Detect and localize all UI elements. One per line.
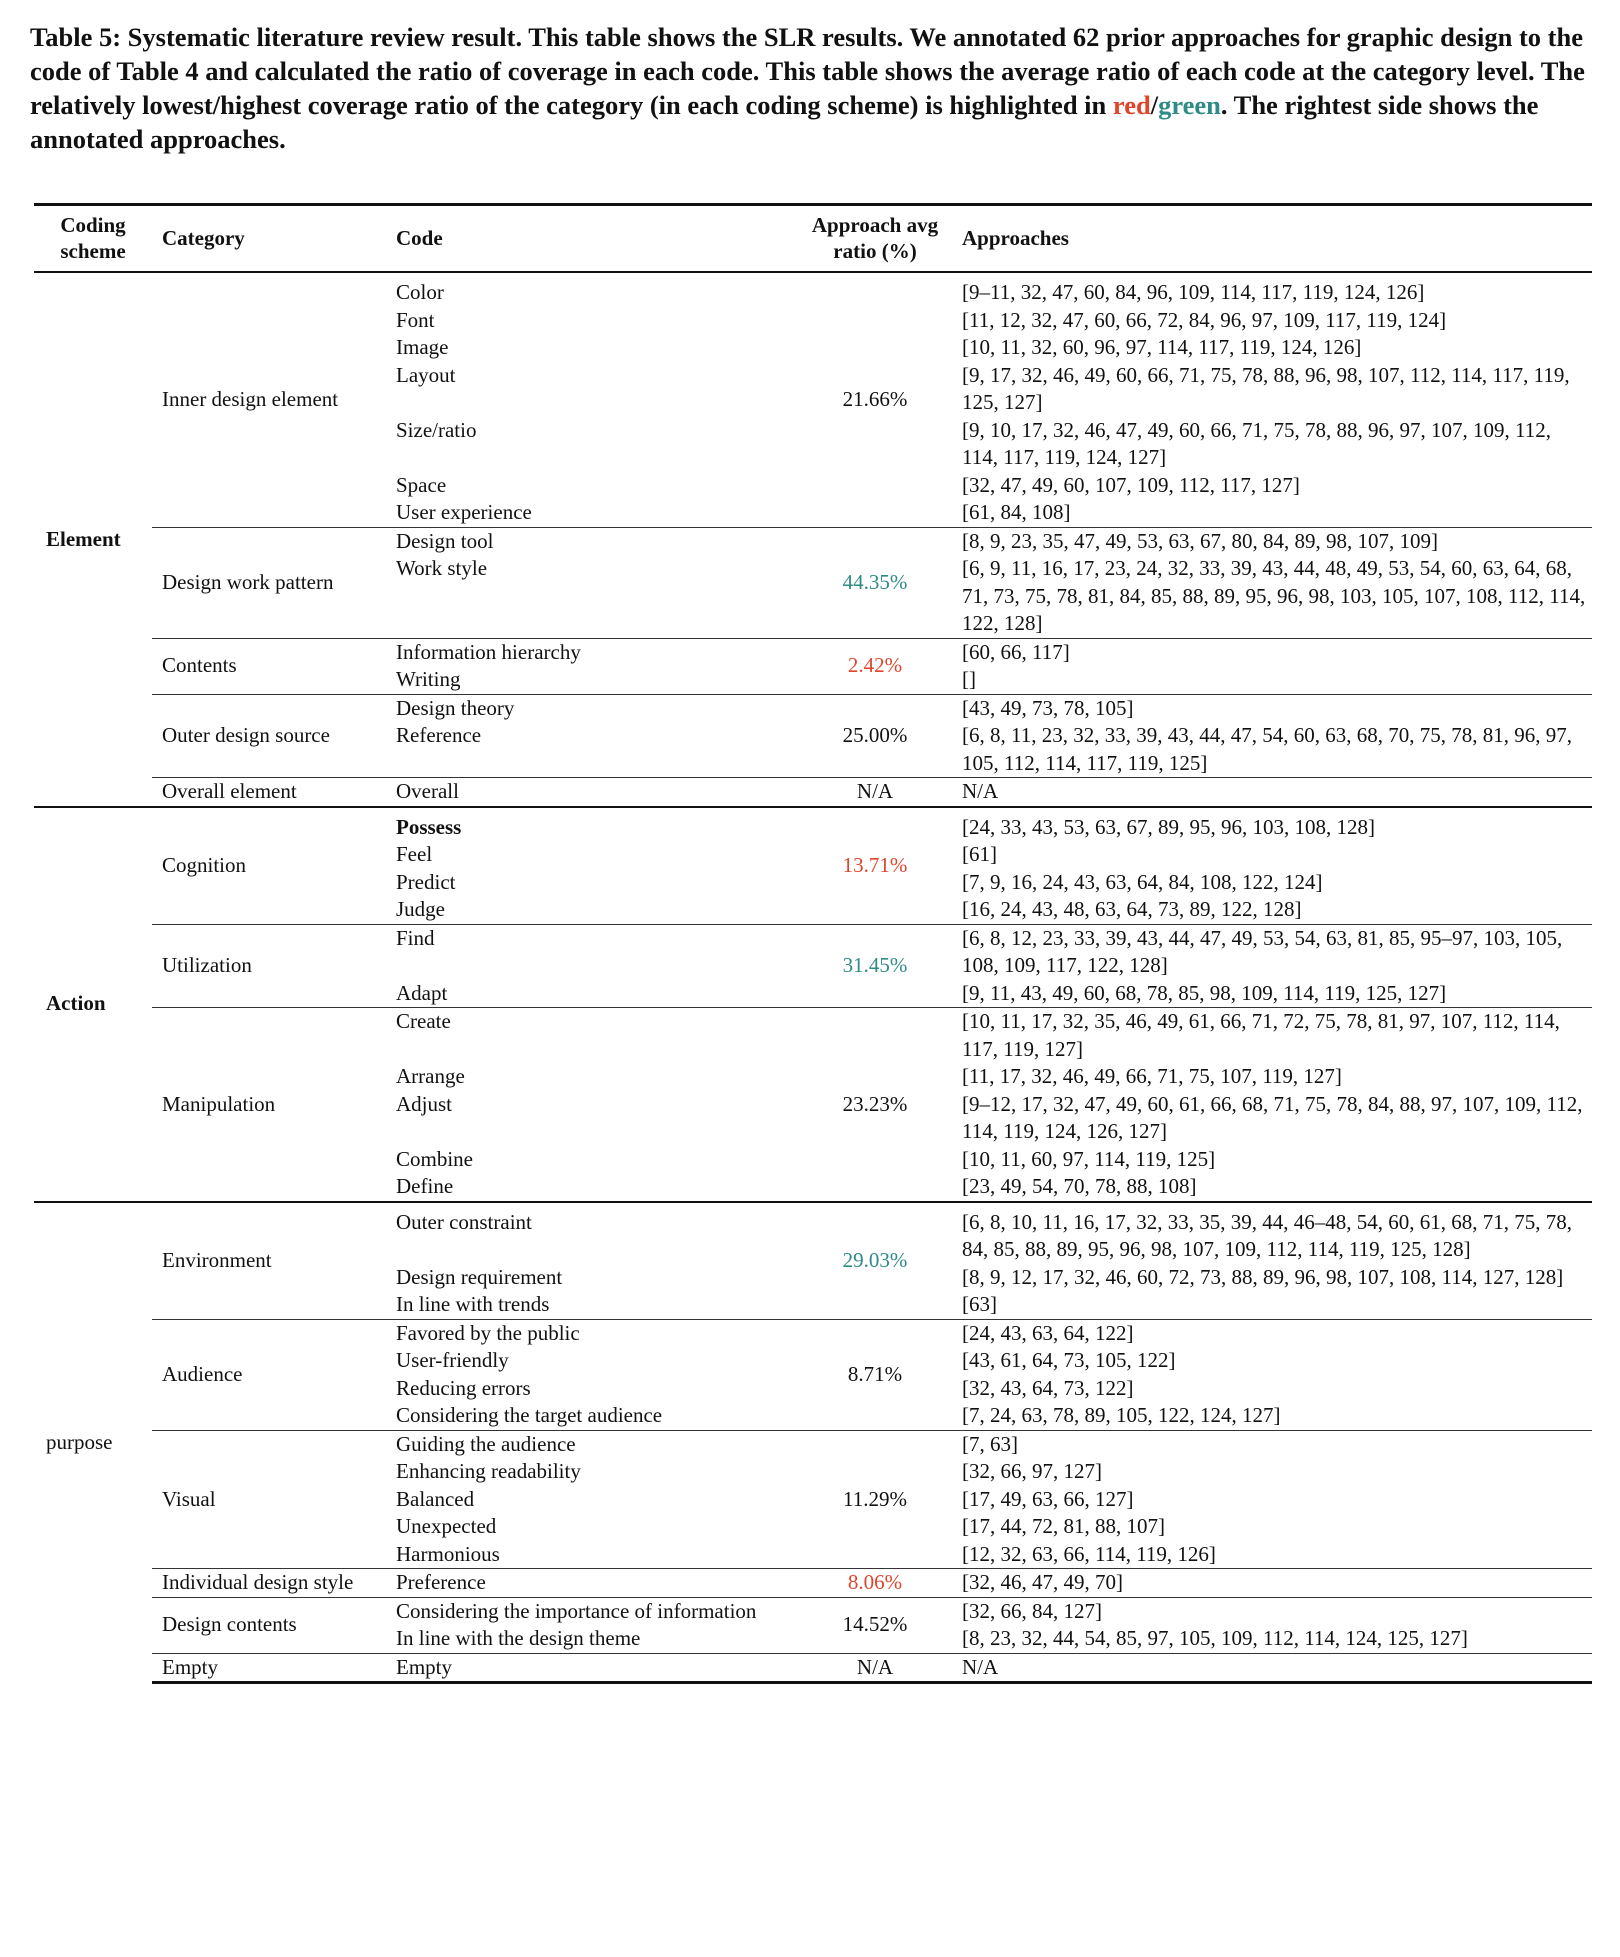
caption-green-word: green	[1158, 90, 1221, 120]
code-cell: Define	[396, 1174, 454, 1198]
approaches-cell: N/A	[952, 1653, 1592, 1683]
approaches-cell: [10, 11, 32, 60, 96, 97, 114, 117, 119, 124, 126]	[962, 335, 1362, 359]
table-row	[34, 1653, 1592, 1683]
code-cell: Font	[396, 307, 435, 332]
code-cell: Reference	[396, 723, 482, 747]
approaches-cell: [32, 66, 97, 127]	[962, 1459, 1102, 1483]
header-code: Code	[386, 205, 798, 273]
table-caption	[30, 20, 1595, 156]
code-cell: Space	[396, 472, 447, 497]
approaches-cell: [11, 12, 32, 47, 60, 66, 72, 84, 96, 97, 109, 117, 119, 124]	[962, 307, 1447, 332]
code-cell: Size/ratio	[396, 417, 477, 442]
header-coding-scheme: Coding scheme	[34, 205, 152, 273]
caption-text: Table 5: Systematic literature review result. This table shows the SLR results. We annotated 62 prior approaches for graphic design to the code of Table 4 and calculated the ratio of coverage in each code. This table shows the average ratio of each code at the category level. The relatively lowest/highest coverage ratio of the category (in each coding scheme) is highlighted in	[30, 22, 1585, 120]
table-row	[34, 1569, 1592, 1598]
ratio-cell: N/A	[798, 1653, 952, 1683]
approaches-cell: [61, 84, 108]	[962, 500, 1071, 524]
ratio-cell: 8.06%	[798, 1569, 952, 1598]
approaches-cell: [11, 17, 32, 46, 49, 66, 71, 75, 107, 119, 127]	[962, 1064, 1342, 1088]
approaches-cell: [6, 8, 10, 11, 16, 17, 32, 33, 35, 39, 44, 46–48, 54, 60, 61, 68, 71, 75, 78, 84, 85, 88, 89, 95, 96, 98, 107, 109, 112, 114, 119, 125, 128]	[952, 1202, 1592, 1264]
approaches-cell: []	[962, 667, 976, 691]
category-cell: Overall element	[152, 778, 386, 807]
code-cell: Enhancing readability	[396, 1459, 581, 1483]
category-cell: Audience	[152, 1319, 386, 1430]
code-cell: Design tool	[386, 527, 798, 555]
ratio-cell: 25.00%	[798, 694, 952, 778]
approaches-cell: [6, 8, 11, 23, 32, 33, 39, 43, 44, 47, 54, 60, 63, 68, 70, 75, 78, 81, 96, 97, 105, 112, 114, 117, 119, 125]	[962, 723, 1572, 775]
category-cell: Inner design element	[152, 272, 386, 527]
approaches-cell: [8, 9, 23, 35, 47, 49, 53, 63, 67, 80, 84, 89, 98, 107, 109]	[952, 527, 1592, 555]
approaches-cell: [17, 44, 72, 81, 88, 107]	[962, 1514, 1165, 1538]
code-cell: In line with trends	[396, 1292, 550, 1316]
caption-slash: /	[1150, 90, 1159, 120]
approaches-cell: [60, 66, 117]	[952, 638, 1592, 666]
code-cell: Harmonious	[396, 1541, 500, 1566]
caption-red-word: red	[1112, 90, 1151, 120]
ratio-cell: 29.03%	[798, 1202, 952, 1320]
code-cell: Image	[396, 335, 449, 359]
table-row	[34, 778, 1592, 807]
approaches-cell: [10, 11, 17, 32, 35, 46, 49, 61, 66, 71, 72, 75, 78, 81, 97, 107, 112, 114, 117, 119, 127]	[952, 1008, 1592, 1064]
approaches-cell: N/A	[952, 778, 1592, 807]
code-cell: In line with the design theme	[396, 1626, 641, 1650]
code-cell: Find	[386, 924, 798, 980]
ratio-cell: 13.71%	[798, 807, 952, 925]
approaches-cell: [9–11, 32, 47, 60, 84, 96, 109, 114, 117, 119, 124, 126]	[952, 272, 1592, 307]
code-cell: Layout	[396, 362, 456, 387]
code-cell: Information hierarchy	[386, 638, 798, 666]
coding-scheme-cell: Action	[34, 807, 152, 1202]
table-row	[34, 1430, 1592, 1458]
ratio-cell: 8.71%	[798, 1319, 952, 1430]
ratio-cell: 14.52%	[798, 1597, 952, 1653]
approaches-cell: [9, 17, 32, 46, 49, 60, 66, 71, 75, 78, 88, 96, 98, 107, 112, 114, 117, 119, 125, 127]	[962, 362, 1570, 414]
category-cell: Empty	[152, 1653, 386, 1683]
ratio-cell: 11.29%	[798, 1430, 952, 1569]
code-cell: Judge	[396, 897, 445, 921]
approaches-cell: [8, 9, 12, 17, 32, 46, 60, 72, 73, 88, 89, 96, 98, 107, 108, 114, 127, 128]	[962, 1264, 1564, 1289]
category-cell: Visual	[152, 1430, 386, 1569]
table-row	[34, 638, 1592, 666]
code-cell: Guiding the audience	[386, 1430, 798, 1458]
ratio-cell: N/A	[798, 778, 952, 807]
category-cell: Manipulation	[152, 1008, 386, 1202]
approaches-cell: [9–12, 17, 32, 47, 49, 60, 61, 66, 68, 71, 75, 78, 84, 88, 97, 107, 109, 112, 114, 119, 124, 126, 127]	[962, 1091, 1583, 1143]
code-cell: Considering the target audience	[396, 1403, 663, 1427]
table-row	[34, 1008, 1592, 1064]
table-row	[34, 1319, 1592, 1347]
code-cell: Preference	[386, 1569, 798, 1598]
code-cell: Possess	[386, 807, 798, 842]
approaches-cell: [10, 11, 60, 97, 114, 119, 125]	[962, 1146, 1216, 1171]
code-cell: Create	[386, 1008, 798, 1064]
header-ratio: Approach avg ratio (%)	[798, 205, 952, 273]
code-cell: Considering the importance of information	[386, 1597, 798, 1625]
approaches-cell: [32, 46, 47, 49, 70]	[952, 1569, 1592, 1598]
code-cell: Overall	[386, 778, 798, 807]
category-cell: Design contents	[152, 1597, 386, 1653]
ratio-cell: 31.45%	[798, 924, 952, 1008]
code-cell: User experience	[396, 500, 532, 524]
approaches-cell: [9, 10, 17, 32, 46, 47, 49, 60, 66, 71, 75, 78, 88, 96, 97, 107, 109, 112, 114, 117, 119, 124, 127]	[962, 417, 1551, 469]
ratio-cell: 2.42%	[798, 638, 952, 694]
approaches-cell: [23, 49, 54, 70, 78, 88, 108]	[962, 1174, 1197, 1198]
code-cell: Predict	[396, 869, 456, 894]
approaches-cell: [24, 33, 43, 53, 63, 67, 89, 95, 96, 103, 108, 128]	[952, 807, 1592, 842]
header-category: Category	[152, 205, 386, 273]
ratio-cell: 21.66%	[798, 272, 952, 527]
table-header	[34, 205, 1592, 273]
table-body	[34, 272, 1592, 1683]
approaches-cell: [6, 8, 12, 23, 33, 39, 43, 44, 47, 49, 53, 54, 63, 81, 85, 95–97, 103, 105, 108, 109, 117, 122, 128]	[952, 924, 1592, 980]
code-cell: Writing	[396, 667, 461, 691]
code-cell: Reducing errors	[396, 1375, 531, 1400]
approaches-cell: [43, 49, 73, 78, 105]	[952, 694, 1592, 722]
approaches-cell: [43, 61, 64, 73, 105, 122]	[962, 1348, 1176, 1372]
coding-scheme-cell: purpose	[34, 1202, 152, 1683]
category-cell: Cognition	[152, 807, 386, 925]
approaches-cell: [7, 24, 63, 78, 89, 105, 122, 124, 127]	[962, 1403, 1281, 1427]
approaches-cell: [16, 24, 43, 48, 63, 64, 73, 89, 122, 128]	[962, 897, 1302, 921]
approaches-cell: [32, 66, 84, 127]	[952, 1597, 1592, 1625]
category-cell: Design work pattern	[152, 527, 386, 638]
ratio-cell: 23.23%	[798, 1008, 952, 1202]
code-cell: Favored by the public	[386, 1319, 798, 1347]
approaches-cell: [12, 32, 63, 66, 114, 119, 126]	[962, 1541, 1216, 1566]
coding-scheme-cell: Element	[34, 272, 152, 807]
approaches-cell: [63]	[962, 1292, 997, 1316]
code-cell: Color	[386, 272, 798, 307]
code-cell: Unexpected	[396, 1514, 497, 1538]
ratio-cell: 44.35%	[798, 527, 952, 638]
approaches-cell: [24, 43, 63, 64, 122]	[952, 1319, 1592, 1347]
category-cell: Utilization	[152, 924, 386, 1008]
approaches-cell: [6, 9, 11, 16, 17, 23, 24, 32, 33, 39, 43, 44, 48, 49, 53, 54, 60, 63, 64, 68, 71, 73, 75, 78, 81, 84, 85, 88, 89, 95, 96, 98, 103, 105, 107, 108, 112, 114, 122, 128]	[962, 556, 1586, 635]
header-row	[34, 205, 1592, 273]
code-cell: Arrange	[396, 1064, 465, 1088]
approaches-cell: [61]	[962, 842, 997, 866]
table-row	[34, 924, 1592, 980]
code-cell: User-friendly	[396, 1348, 509, 1372]
approaches-cell: [8, 23, 32, 44, 54, 85, 97, 105, 109, 112, 114, 124, 125, 127]	[962, 1626, 1468, 1650]
table-row	[34, 1597, 1592, 1625]
code-cell: Adapt	[396, 980, 448, 1005]
table-row	[34, 694, 1592, 722]
code-cell: Adjust	[396, 1091, 453, 1116]
caption-text-end: . The rightest side shows the annotated approaches.	[30, 90, 1539, 154]
category-cell: Individual design style	[152, 1569, 386, 1598]
code-cell: Balanced	[396, 1486, 475, 1511]
table-row	[34, 272, 1592, 307]
code-cell: Work style	[396, 556, 488, 580]
code-cell: Outer constraint	[386, 1202, 798, 1264]
approaches-cell: [9, 11, 43, 49, 60, 68, 78, 85, 98, 109, 114, 119, 125, 127]	[962, 980, 1447, 1005]
category-cell: Environment	[152, 1202, 386, 1320]
code-cell: Design requirement	[396, 1264, 563, 1289]
approaches-cell: [7, 63]	[952, 1430, 1592, 1458]
table-row	[34, 1202, 1592, 1264]
approaches-cell: [32, 43, 64, 73, 122]	[962, 1375, 1134, 1400]
category-cell: Outer design source	[152, 694, 386, 778]
code-cell: Empty	[386, 1653, 798, 1683]
code-cell: Feel	[396, 842, 433, 866]
header-approaches: Approaches	[952, 205, 1592, 273]
approaches-cell: [32, 47, 49, 60, 107, 109, 112, 117, 127]	[962, 472, 1300, 497]
table-row	[34, 527, 1592, 555]
code-cell: Design theory	[386, 694, 798, 722]
approaches-cell: [7, 9, 16, 24, 43, 63, 64, 84, 108, 122, 124]	[962, 869, 1323, 894]
code-cell: Combine	[396, 1146, 473, 1171]
approaches-cell: [17, 49, 63, 66, 127]	[962, 1486, 1134, 1511]
category-cell: Contents	[152, 638, 386, 694]
table-row	[34, 807, 1592, 842]
slr-table	[34, 203, 1592, 1684]
